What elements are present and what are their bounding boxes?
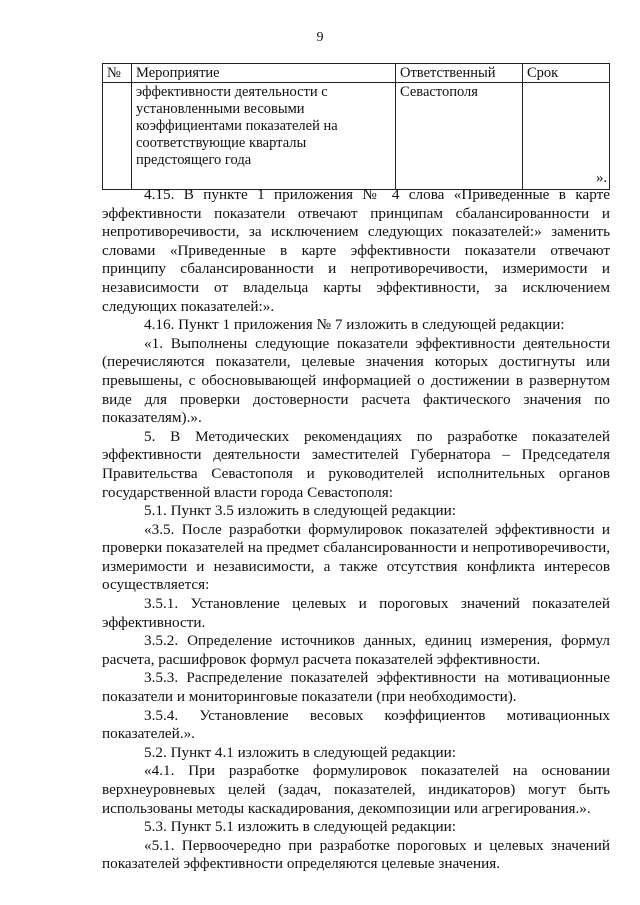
cell-event: эффективности деятельности с установленными весовыми коэффициентами показателей на соответствующие кварталы предстоящего года [132,83,396,190]
paragraph-4-16: 4.16. Пункт 1 приложения № 7 изложить в следующей редакции: [144,316,565,334]
paragraph-5-2: 5.2. Пункт 4.1 изложить в следующей редакции: [144,743,457,761]
paragraph-quote-5-1: «5.1. Первоочередно при разработке пороговых и целевых значений показателей эффективности определяются целевые значения. [102,836,610,873]
paragraph-3-5-3: 3.5.3. Распределение показателей эффективности на мотивационные показатели и мониторинговые показатели (при необходимости). [102,669,610,706]
paragraph-5-1: 5.1. Пункт 3.5 изложить в следующей редакции: [144,502,457,520]
paragraph-4-15: 4.15. В пункте 1 приложения № 4 слова «Приведенные в карте эффективности показатели отвечают принципам сбалансированности и непротиворечивости, за исключением следующих показателей:» заменить словами «Приведенные в карте эффективности показатели отвечают принципу сбалансированности и непротиворечивости, измеримости и независимости от владельца карты эффективности, за исключением следующих показателей:». [102,186,610,315]
header-responsible: Ответственный [396,64,523,83]
header-deadline: Срок [523,64,610,83]
paragraph-quote-1: «1. Выполнены следующие показатели эффективности деятельности (перечисляются показатели, целевые значения которых достигнуты или превышены, с обосновывающей информацией о достижении в развернутом виде для проверки достоверности расчета фактического значения по показателям).». [102,334,610,427]
closing-quote: ». [596,170,608,186]
paragraph-3-5-4: 3.5.4. Установление весовых коэффициентов мотивационных показателей.». [102,706,610,743]
paragraph-3-5-1: 3.5.1. Установление целевых и пороговых значений показателей эффективности. [102,595,610,631]
paragraph-5-3: 5.3. Пункт 5.1 изложить в следующей редакции: [144,818,457,836]
header-event: Мероприятие [132,64,396,83]
paragraph-quote-3-5: «3.5. После разработки формулировок показателей эффективности и проверки показателей на предмет сбалансированности и непротиворечивости, измеримости и независимости, а также отсутствия конфликта интересов осуществляется: [102,520,610,594]
measures-table [102,63,610,190]
cell-number [103,83,132,190]
table-header-row [103,64,610,83]
page-number: 9 [316,30,324,45]
paragraph-quote-4-1: «4.1. При разработке формулировок показателей на основании верхнеуровневых целей (задач, показателей, индикаторов) могут быть использованы методы каскадирования, декомпозиции или агрегирования.». [102,762,610,817]
cell-responsible: Севастополя [396,83,523,190]
table-row [103,83,610,190]
paragraph-3-5-2: 3.5.2. Определение источников данных, единиц измерения, формул расчета, расшифровок формул расчета показателей эффективности. [102,632,610,668]
document-body [102,186,610,874]
header-number: № [103,64,132,83]
paragraph-5: 5. В Методических рекомендациях по разработке показателей эффективности деятельности заместителей Губернатора – Председателя Правительства Севастополя и руководителей исполнительных органов государственной власти города Севастополя: [102,427,610,501]
